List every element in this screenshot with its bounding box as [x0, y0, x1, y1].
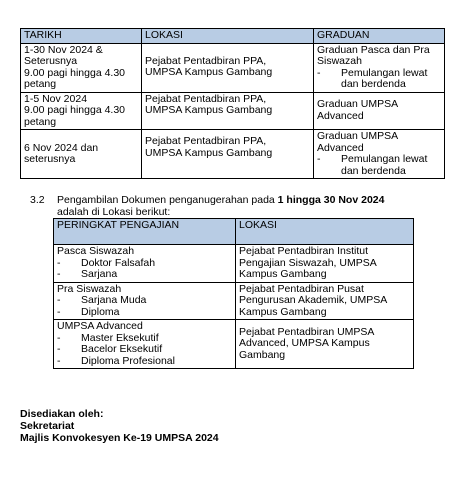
programme-item: - Diploma Profesional — [57, 356, 232, 368]
programme-item: - Master Eksekutif — [57, 333, 232, 345]
header-lokasi: LOKASI — [236, 219, 414, 245]
peringkat-cell: UMPSA Advanced - Master Eksekutif - Bacelor Eksekutif - Diploma Profesional — [54, 320, 236, 369]
secretariat-label: Sekretariat — [20, 420, 75, 432]
schedule-row — [21, 130, 445, 179]
tarikh-cell: 1-30 Nov 2024 & Seterusnya 9.00 pagi hingga 4.30 petang — [21, 43, 142, 92]
header-lokasi: LOKASI — [142, 29, 314, 44]
schedule-row — [21, 92, 445, 130]
lokasi-cell: Pejabat Pentadbiran Institut Pengajian Siswazah, UMPSA Kampus Gambang — [236, 245, 414, 283]
location-table — [53, 218, 414, 369]
graduan-cell: Graduan Pasca dan Pra Siswazah - Pemulangan lewat dan berdenda — [314, 43, 445, 92]
location-row — [54, 245, 414, 283]
header-tarikh: TARIKH — [21, 29, 142, 44]
lokasi-cell: Pejabat Pentadbiran UMPSA Advanced, UMPSA Kampus Gambang — [236, 320, 414, 369]
graduan-subitem: - Pemulangan lewat dan berdenda — [317, 68, 441, 91]
section-paragraph: 3.2 Pengambilan Dokumen penganugerahan pada 1 hingga 30 Nov 2024 adalah di Lokasi berikut: — [30, 194, 385, 218]
graduan-subitem: - Pemulangan lewat dan berdenda — [317, 154, 441, 177]
graduan-cell: Graduan UMPSA Advanced - Pemulangan lewat dan berdenda — [314, 130, 445, 179]
programme-item: - Sarjana Muda — [57, 295, 232, 307]
prepared-by-label: Disediakan oleh: — [20, 408, 104, 420]
tarikh-cell: 6 Nov 2024 dan seterusnya — [21, 130, 142, 179]
lokasi-cell: Pejabat Pentadbiran PPA, UMPSA Kampus Gambang — [142, 43, 314, 92]
committee-name: Majlis Konvokesyen Ke-19 UMPSA 2024 — [20, 432, 219, 444]
lokasi-cell: Pejabat Pentadbiran Pusat Pengurusan Akademik, UMPSA Kampus Gambang — [236, 282, 414, 320]
schedule-row — [21, 43, 445, 92]
programme-item: - Sarjana — [57, 269, 232, 281]
location-row — [54, 320, 414, 369]
location-header-row — [54, 219, 414, 245]
date-range-bold: 1 hingga 30 Nov 2024 — [277, 194, 385, 206]
location-row — [54, 282, 414, 320]
schedule-table — [20, 28, 445, 179]
schedule-header-row — [21, 29, 445, 44]
programme-item: - Bacelor Eksekutif — [57, 344, 232, 356]
programme-item: - Doktor Falsafah — [57, 258, 232, 270]
peringkat-cell: Pra Siswazah - Sarjana Muda - Diploma — [54, 282, 236, 320]
section-number: 3.2 — [30, 194, 45, 206]
prepared-by-block — [20, 408, 219, 444]
programme-item: - Diploma — [57, 307, 232, 319]
graduan-cell: Graduan UMPSA Advanced — [314, 92, 445, 130]
header-peringkat: PERINGKAT PENGAJIAN — [54, 219, 236, 245]
lokasi-cell: Pejabat Pentadbiran PPA, UMPSA Kampus Gambang — [142, 92, 314, 130]
lokasi-cell: Pejabat Pentadbiran PPA, UMPSA Kampus Gambang — [142, 130, 314, 179]
tarikh-cell: 1-5 Nov 2024 9.00 pagi hingga 4.30 petang — [21, 92, 142, 130]
header-graduan: GRADUAN — [314, 29, 445, 44]
peringkat-cell: Pasca Siswazah - Doktor Falsafah - Sarjana — [54, 245, 236, 283]
